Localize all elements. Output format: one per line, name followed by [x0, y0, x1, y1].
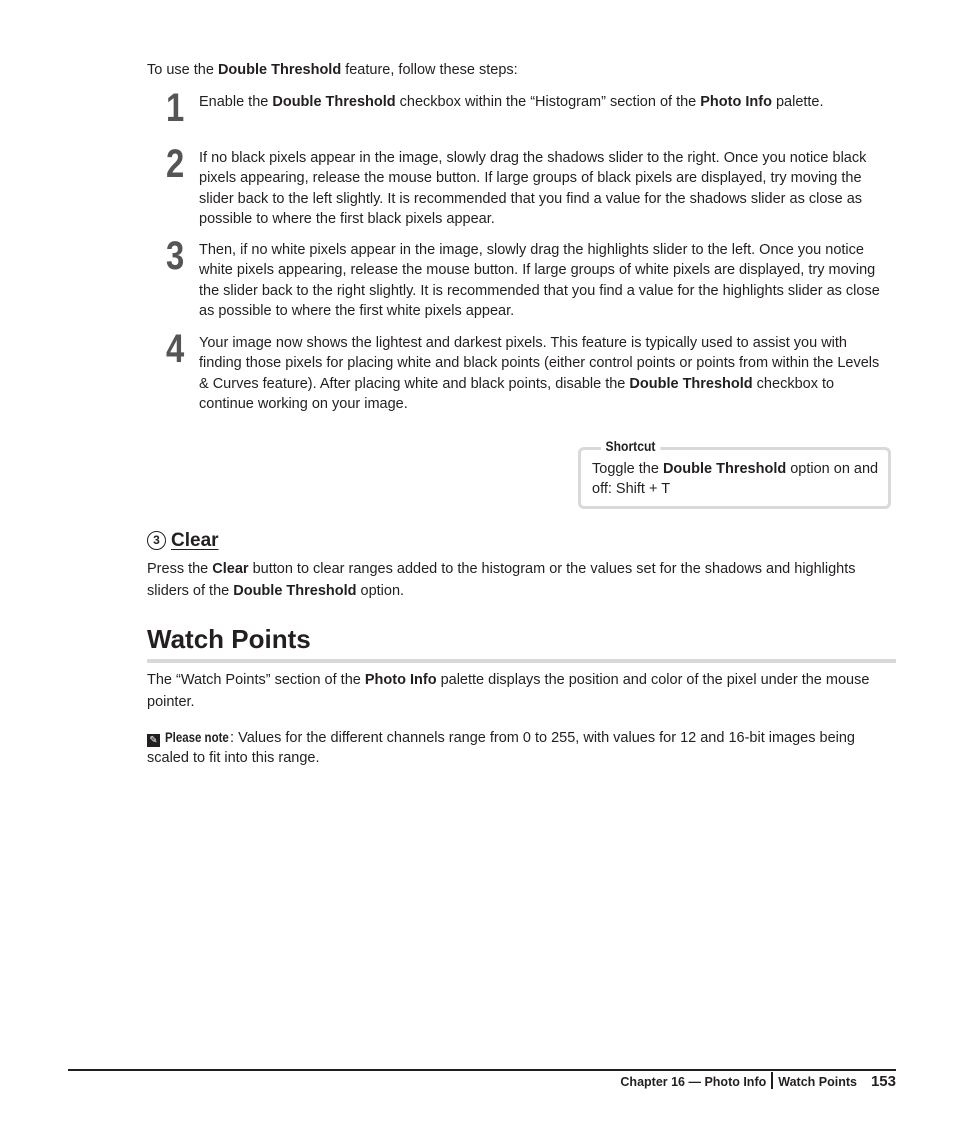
step-number: 1 [166, 86, 185, 130]
footer-chapter: Chapter 16 — Photo Info [620, 1075, 767, 1089]
clear-title: Clear [171, 530, 219, 551]
watch-points-paragraph: The “Watch Points” section of the Photo Info palette displays the position and color of the pixel under the mouse pointer. [147, 672, 870, 710]
footer [620, 1070, 896, 1094]
intro-text: To use the [147, 62, 218, 78]
step-number: 2 [166, 142, 185, 186]
step-3 [166, 234, 886, 322]
step-text: Enable the Double Threshold checkbox within the “Histogram” section of the Photo Info palette. [199, 94, 824, 110]
footer-separator [771, 1072, 773, 1089]
step-number: 4 [166, 327, 185, 371]
note-label: Please note [165, 730, 229, 745]
intro-text-end: feature, follow these steps: [341, 62, 518, 78]
intro-bold: Double Threshold [217, 62, 342, 78]
shortcut-keys: Shift + T [615, 481, 671, 498]
section-divider [147, 659, 896, 663]
intro-paragraph [147, 60, 907, 80]
shortcut-text: Toggle the Double Threshold option on and off: Shift + T [592, 461, 879, 498]
step-2 [166, 142, 886, 230]
note-text: : Values for the different channels range from 0 to 255, with values for 12 and 16-bit images being scaled to fit into this range. [147, 730, 855, 767]
step-text: If no black pixels appear in the image, slowly drag the shadows slider to the right. Once you notice black pixels appearing, release the mouse button. If large groups of black pixels are displayed, try moving the slider back to the left slightly. It is recommended that you find a value for the shadows slider as close as possible to where the first black pixels appear. [199, 150, 867, 228]
note [147, 728, 897, 769]
shortcut-label: Shortcut [601, 438, 660, 456]
section-title: Watch Points [147, 624, 311, 654]
step-text: Your image now shows the lightest and darkest pixels. This feature is typically used to assist you with finding those pixels for placing white and black points (either control points or points from within the Levels & Curves feature). After placing white and black points, disable the Double Threshold checkbox to continue working on your image. [199, 335, 880, 413]
shortcut-box [578, 439, 891, 509]
clear-paragraph: Press the Clear button to clear ranges added to the histogram or the values set for the shadows and highlights sliders of the Double Threshold option. [147, 561, 856, 599]
page-number: 153 [870, 1073, 896, 1090]
clear-heading [147, 528, 219, 554]
step-text: Then, if no white pixels appear in the image, slowly drag the highlights slider to the left. Once you notice white pixels appearing, release the mouse button. If large groups of white pixels are displayed, try moving the slider back to the right slightly. It is recommended that you find a value for the highlights slider as close as possible to where the first white pixels appear. [199, 242, 880, 320]
step-4 [166, 327, 886, 415]
pencil-note-icon: ✎ [147, 734, 160, 747]
step-number: 3 [166, 234, 185, 278]
footer-section: Watch Points [778, 1075, 857, 1089]
circled-number-icon: 3 [147, 531, 166, 550]
step-1 [166, 86, 886, 130]
